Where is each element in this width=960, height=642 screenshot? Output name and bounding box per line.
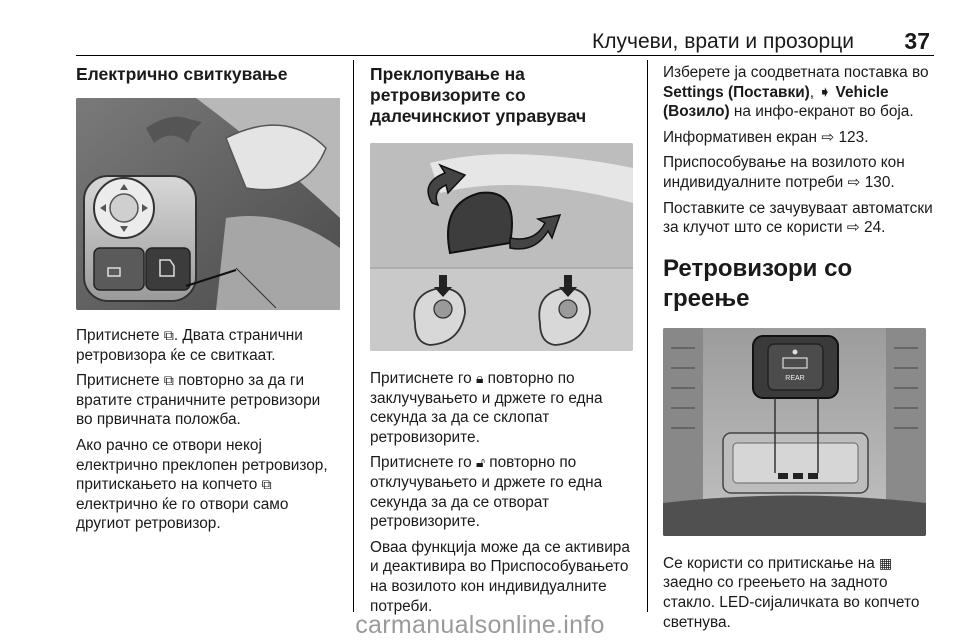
page-reference-icon: ⇨ [847, 173, 865, 191]
unlock-icon: 🔓︎ [475, 454, 486, 471]
page-number: 37 [904, 28, 930, 54]
mirror-switch-drawing [76, 98, 340, 310]
paragraph: Ако рачно се отвори некој електрично преклопен ретровизор, притискањето на копчето ⧉ електрично ќе го отвори само другиот ретровизор. [76, 436, 328, 533]
remote-fold-drawing [370, 143, 633, 351]
header-rule [76, 55, 934, 56]
mirror-switch-illustration [76, 98, 340, 310]
paragraph: Изберете ја соодветната поставка во Settings (Поставки), ➧ Vehicle (Возило) на инфо-екранот во боја. [663, 64, 929, 121]
section-heading: Ретровизори со греење [663, 254, 853, 312]
column-1 [76, 60, 340, 540]
page-reference-icon: ⇨ [846, 219, 865, 237]
menu-vehicle: Vehicle (Возило) [663, 83, 889, 121]
watermark: carmanualsonline.info [355, 611, 605, 639]
mirror-fold-icon: ⧉ [163, 327, 174, 343]
paragraph: Притиснете ⧉. Двата странични ретровизора ќе се свиткаат. [76, 327, 303, 364]
page-reference-icon: ⇨ [821, 128, 839, 146]
paragraph: Приспособување на возилото кон индивидуалните потреби ⇨ 130. [663, 154, 905, 191]
paragraph: Се користи со притискање на ▦ заедно со греењето на задното стакло. LED-сијаличката во копчето светнува. [663, 554, 920, 631]
menu-settings: Settings (Поставки) [663, 83, 810, 101]
paragraph: Оваа функција може да се активира и деактивира во Приспособувањето на возилото кон индивидуалните потреби. [370, 538, 630, 615]
remote-fold-illustration [370, 143, 633, 351]
page-ref[interactable]: 24 [864, 219, 882, 237]
paragraph: Притиснете ⧉ повторно за да ги вратите страничните ретровизори во првичната положба. [76, 372, 321, 429]
running-title: Клучеви, врати и прозорци [592, 30, 854, 53]
console-drawing [663, 328, 926, 536]
mirror-fold-icon: ⧉ [261, 476, 272, 493]
rear-label: REAR [785, 374, 805, 382]
section-heading: Електрично свиткување [76, 64, 288, 84]
mirror-fold-icon: ⧉ [163, 372, 174, 389]
section-heading: Преклопување на ретровизорите со далечинскиот управувач [370, 64, 587, 126]
column-3 [663, 60, 934, 638]
lock-icon: 🔒︎ [475, 370, 484, 386]
paragraph: Информативен екран ⇨ 123. [663, 128, 869, 146]
rear-heat-button-illustration [663, 328, 926, 536]
column-2 [370, 60, 635, 622]
rear-window-heat-icon: ▦ [879, 554, 893, 571]
page-ref[interactable]: 130 [864, 173, 891, 191]
page-ref[interactable]: 123 [838, 128, 865, 146]
column-divider [647, 60, 648, 612]
paragraph: Притиснете го 🔒︎ повторно по заклучувањето и држете го една секунда за да се склопат ретровизорите. [370, 370, 603, 446]
paragraph: Притиснете го 🔓︎ повторно по отклучувањето и држете го една секунда за да се отворат ретровизорите. [370, 454, 603, 531]
column-divider [353, 60, 354, 612]
menu-arrow: ➧ [818, 83, 832, 101]
paragraph: Поставките се зачувуваат автоматски за клучот што се користи ⇨ 24. [663, 199, 933, 237]
